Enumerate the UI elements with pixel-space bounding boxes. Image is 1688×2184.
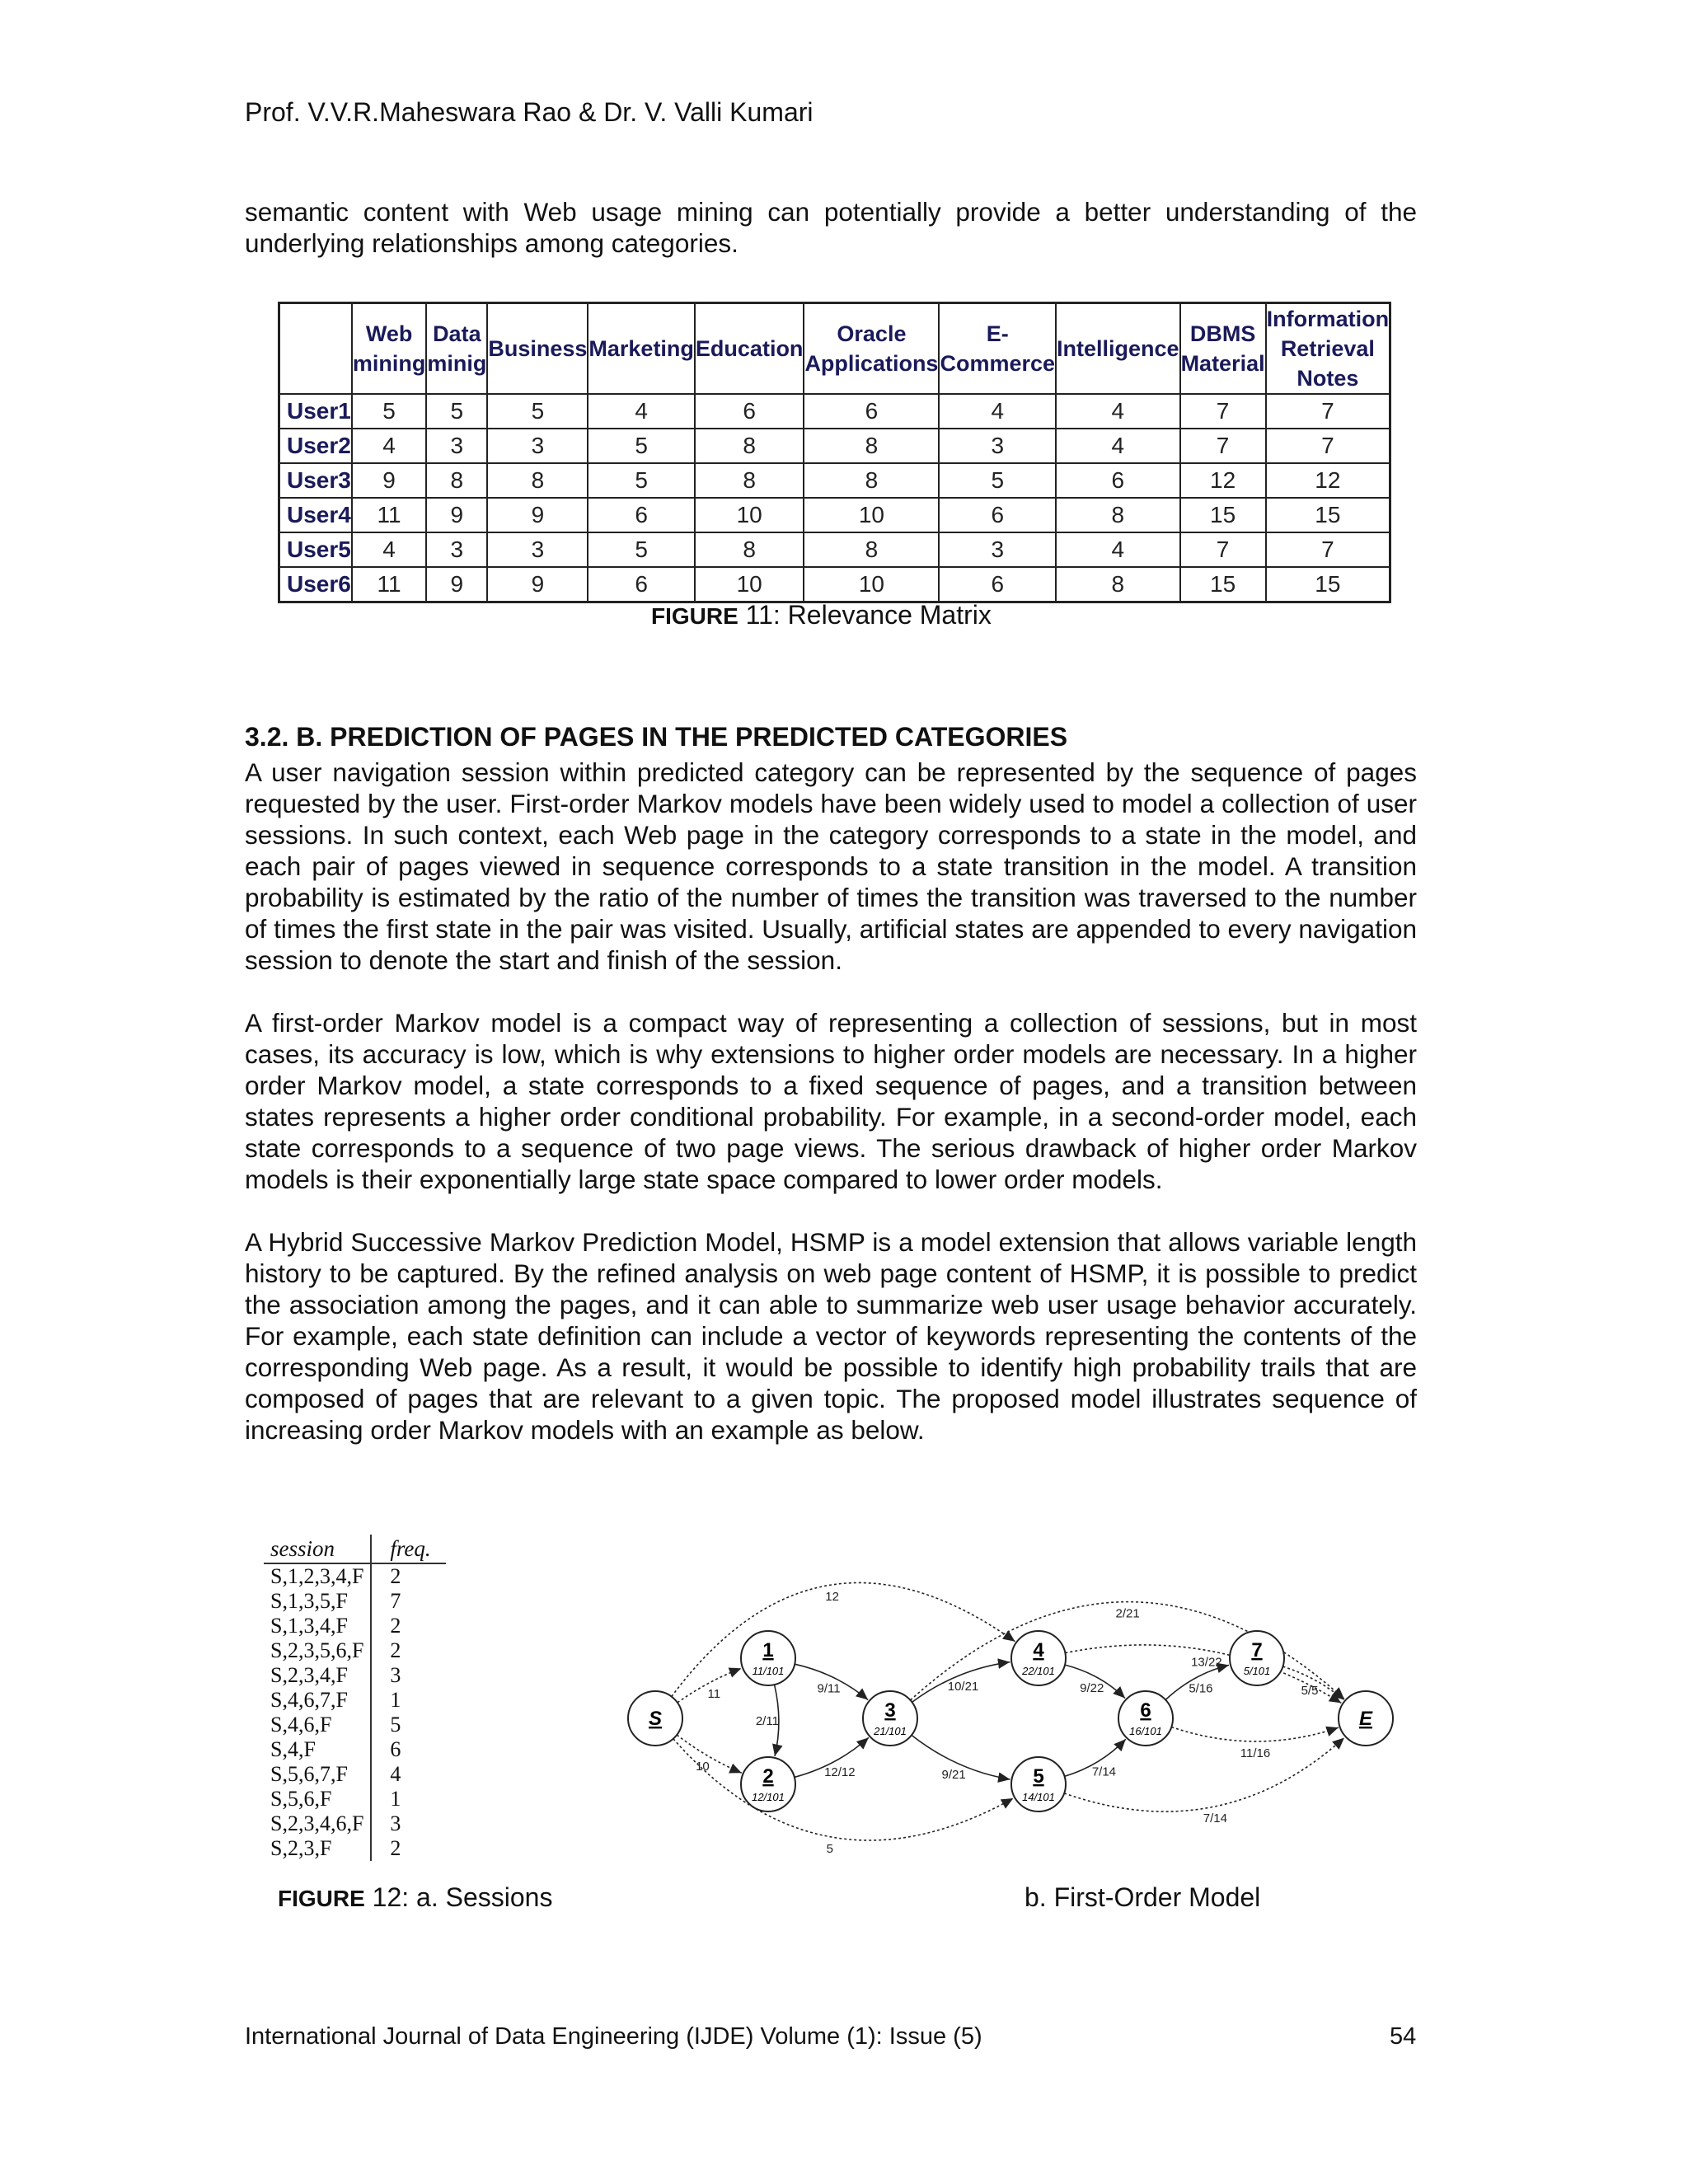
matrix-cell: 6: [588, 498, 695, 532]
state-count: 14/101: [1022, 1791, 1055, 1803]
session-sequence: S,5,6,F: [270, 1787, 332, 1811]
sessions-row: [264, 1614, 446, 1638]
matrix-row-header: User6: [279, 567, 352, 602]
matrix-cell: 15: [1266, 567, 1390, 602]
transition-label: 10/21: [947, 1680, 979, 1694]
session-sequence: S,4,F: [270, 1737, 316, 1761]
matrix-cell: 5: [588, 429, 695, 463]
matrix-col-header: Oracle Applications: [804, 303, 939, 395]
sessions-row: [264, 1811, 446, 1836]
matrix-cell: 3: [426, 532, 487, 567]
session-sequence: S,2,3,4,F: [270, 1663, 348, 1687]
paragraph-text: A user navigation session within predicted category can be represented by the sequence of pages requested by the user. First-order Markov models have been widely used to model a collection of user sessions. In such context, each Web page in the category corresponds to a state in the model, and each pair of pages viewed in sequence corresponds to a state transition in the model. A transition probability is estimated by the ratio of the number of times the transition was traversed to the number of times the first state in the pair was visited. Usually, artificial states are appended to every navigation session to denote the start and finish of the session.: [245, 757, 1417, 975]
matrix-row-header: User2: [279, 429, 352, 463]
sessions-row: [264, 1787, 446, 1811]
body-paragraph-2: [245, 1007, 1417, 1195]
state-name: 7: [1251, 1639, 1263, 1661]
transition-edge: [1171, 1727, 1339, 1741]
figure-11-label: FIGURE: [651, 603, 738, 629]
session-frequency: 4: [371, 1762, 446, 1787]
matrix-cell: 4: [1056, 429, 1180, 463]
matrix-row: [279, 498, 1390, 532]
state-count: 12/101: [752, 1791, 785, 1803]
sessions-col-freq: freq.: [371, 1535, 446, 1563]
figure-12-caption: [278, 1882, 552, 1913]
session-sequence: S,2,3,5,6,F: [270, 1638, 364, 1662]
matrix-cell: 3: [939, 429, 1056, 463]
matrix-cell: 4: [352, 532, 426, 567]
session-sequence: S,2,3,4,6,F: [270, 1811, 364, 1835]
transition-label: 12/12: [824, 1765, 856, 1779]
figure-12-number: 12:: [372, 1882, 410, 1912]
transition-label: 9/22: [1080, 1680, 1104, 1695]
session-sequence: S,1,3,4,F: [270, 1614, 348, 1638]
matrix-cell: 7: [1266, 394, 1390, 429]
matrix-cell: 8: [1056, 567, 1180, 602]
session-frequency: 5: [371, 1713, 446, 1737]
transition-label: 11: [707, 1686, 721, 1701]
matrix-col-header: [279, 303, 352, 395]
running-header: Prof. V.V.R.Maheswara Rao & Dr. V. Valli Kumari: [245, 97, 814, 127]
sessions-row: [264, 1563, 446, 1589]
intro-paragraph: [245, 196, 1417, 259]
matrix-cell: 11: [352, 498, 426, 532]
matrix-cell: 9: [426, 567, 487, 602]
matrix-cell: 5: [426, 394, 487, 429]
matrix-cell: 5: [588, 463, 695, 498]
figure-11-caption: [651, 600, 992, 630]
state-count: 11/101: [752, 1665, 785, 1677]
session-sequence: S,1,3,5,F: [270, 1589, 348, 1613]
matrix-cell: 6: [695, 394, 804, 429]
transition-label: 2/11: [755, 1714, 779, 1729]
matrix-cell: 8: [426, 463, 487, 498]
matrix-col-header: Intelligence: [1056, 303, 1180, 395]
figure-12a-caption: a. Sessions: [416, 1882, 553, 1912]
matrix-cell: 6: [939, 567, 1056, 602]
matrix-cell: 7: [1180, 394, 1266, 429]
matrix-cell: 9: [487, 498, 588, 532]
state-name: 1: [762, 1639, 774, 1661]
matrix-cell: 3: [487, 532, 588, 567]
matrix-cell: 15: [1180, 498, 1266, 532]
session-sequence: S,1,2,3,4,F: [270, 1564, 364, 1588]
intro-text: semantic content with Web usage mining can potentially provide a better understanding of the underlying relationships among categories.: [245, 197, 1417, 258]
session-frequency: 2: [371, 1638, 446, 1663]
matrix-cell: 5: [939, 463, 1056, 498]
matrix-cell: 3: [426, 429, 487, 463]
transition-label: 10: [696, 1759, 710, 1774]
matrix-cell: 7: [1180, 532, 1266, 567]
transition-label: 5/5: [1301, 1684, 1319, 1699]
matrix-cell: 9: [487, 567, 588, 602]
matrix-cell: 4: [1056, 532, 1180, 567]
matrix-header-row: [279, 303, 1390, 395]
matrix-cell: 7: [1180, 429, 1266, 463]
transition-label: 11/16: [1240, 1746, 1271, 1760]
transition-label: 7/14: [1203, 1811, 1228, 1826]
state-count: 21/101: [874, 1725, 907, 1737]
matrix-cell: 5: [352, 394, 426, 429]
state-count: 5/101: [1243, 1665, 1271, 1677]
session-sequence: S,2,3,F: [270, 1836, 332, 1860]
sessions-row: [264, 1589, 446, 1614]
relevance-matrix: [278, 302, 1391, 603]
matrix-cell: 4: [1056, 394, 1180, 429]
matrix-cell: 8: [804, 532, 939, 567]
matrix-cell: 9: [426, 498, 487, 532]
figure-12-label: FIGURE: [278, 1886, 365, 1911]
session-frequency: 1: [371, 1787, 446, 1811]
transition-label: 13/22: [1191, 1655, 1222, 1670]
matrix-cell: 6: [1056, 463, 1180, 498]
matrix-row-header: User1: [279, 394, 352, 429]
section-heading: 3.2. B. PREDICTION OF PAGES IN THE PREDICTED CATEGORIES: [245, 722, 1068, 752]
state-name: 4: [1033, 1639, 1044, 1661]
transition-label: 9/21: [941, 1767, 966, 1782]
state-name: 2: [762, 1765, 774, 1788]
matrix-cell: 8: [695, 463, 804, 498]
transition-label: 7/14: [1091, 1765, 1117, 1779]
matrix-cell: 10: [695, 498, 804, 532]
state-name: 3: [884, 1699, 896, 1722]
matrix-cell: 6: [804, 394, 939, 429]
matrix-cell: 5: [588, 532, 695, 567]
sessions-row: [264, 1688, 446, 1713]
session-frequency: 3: [371, 1811, 446, 1836]
session-frequency: 6: [371, 1737, 446, 1762]
matrix-cell: 8: [695, 532, 804, 567]
paragraph-text: A first-order Markov model is a compact way of representing a collection of sessions, but in most cases, its accuracy is low, which is why extensions to higher order models are necessary. In a higher order Markov model, a state corresponds to a fixed sequence of pages, and a transition between states represents a higher order conditional probability. For example, in a second-order model, each state corresponds to a sequence of two page views. The serious drawback of higher order Markov models is their exponentially large state space compared to lower order models.: [245, 1008, 1417, 1194]
matrix-cell: 8: [804, 429, 939, 463]
sessions-row: [264, 1638, 446, 1663]
matrix-cell: 4: [588, 394, 695, 429]
first-order-markov-diagram: [610, 1516, 1426, 1879]
matrix-cell: 8: [1056, 498, 1180, 532]
session-sequence: S,4,6,F: [270, 1713, 332, 1736]
matrix-cell: 4: [352, 429, 426, 463]
sessions-row: [264, 1737, 446, 1762]
state-count: 16/101: [1129, 1725, 1162, 1737]
matrix-row-header: User3: [279, 463, 352, 498]
matrix-cell: 7: [1266, 429, 1390, 463]
state-count: 22/101: [1022, 1665, 1055, 1677]
transition-edge: [673, 1739, 1014, 1840]
matrix-col-header: Education: [695, 303, 804, 395]
matrix-col-header: E-Commerce: [939, 303, 1056, 395]
figure-11-title: Relevance Matrix: [787, 600, 992, 630]
paragraph-text: A Hybrid Successive Markov Prediction Model, HSMP is a model extension that allows variable length history to be captured. By the refined analysis on web page content of HSMP, it is possible to predict the association among the pages, and it can able to summarize web user usage behavior accurately. For example, each state definition can include a vector of keywords representing the contents of the corresponding Web page. As a result, it would be possible to identify high probability trails that are composed of pages that are relevant to a given topic. The proposed model illustrates sequence of increasing order Markov models with an example as below.: [245, 1227, 1417, 1445]
matrix-cell: 3: [939, 532, 1056, 567]
matrix-col-header: Information Retrieval Notes: [1266, 303, 1390, 395]
matrix-cell: 12: [1266, 463, 1390, 498]
matrix-cell: 15: [1266, 498, 1390, 532]
matrix-cell: 8: [695, 429, 804, 463]
matrix-row-header: User5: [279, 532, 352, 567]
matrix-row: [279, 567, 1390, 602]
matrix-col-header: Marketing: [588, 303, 695, 395]
page-number: 54: [1390, 2023, 1417, 2050]
transition-label: 9/11: [817, 1681, 841, 1696]
matrix-cell: 10: [804, 567, 939, 602]
matrix-col-header: DBMS Material: [1180, 303, 1266, 395]
state-name: 6: [1140, 1699, 1151, 1722]
session-frequency: 2: [371, 1563, 446, 1589]
session-sequence: S,4,6,7,F: [270, 1688, 348, 1712]
matrix-row: [279, 394, 1390, 429]
transition-label: 12: [825, 1590, 839, 1605]
sessions-table: [264, 1535, 446, 1861]
matrix-row-header: User4: [279, 498, 352, 532]
session-frequency: 1: [371, 1688, 446, 1713]
matrix-cell: 6: [939, 498, 1056, 532]
matrix-cell: 9: [352, 463, 426, 498]
matrix-cell: 4: [939, 394, 1056, 429]
matrix-col-header: Data minig: [426, 303, 487, 395]
session-sequence: S,5,6,7,F: [270, 1762, 348, 1786]
matrix-cell: 7: [1266, 532, 1390, 567]
state-name: E: [1358, 1708, 1373, 1730]
matrix-cell: 10: [695, 567, 804, 602]
sessions-row: [264, 1836, 446, 1861]
session-frequency: 2: [371, 1614, 446, 1638]
matrix-cell: 3: [487, 429, 588, 463]
matrix-cell: 8: [804, 463, 939, 498]
sessions-row: [264, 1762, 446, 1787]
journal-footer: International Journal of Data Engineering (IJDE) Volume (1): Issue (5): [245, 2023, 982, 2050]
session-frequency: 2: [371, 1836, 446, 1861]
matrix-cell: 11: [352, 567, 426, 602]
transition-label: 5: [826, 1841, 833, 1856]
body-paragraph-3: [245, 1226, 1417, 1446]
matrix-col-header: Business: [487, 303, 588, 395]
matrix-cell: 15: [1180, 567, 1266, 602]
session-frequency: 3: [371, 1663, 446, 1688]
matrix-col-header: Web mining: [352, 303, 426, 395]
matrix-row: [279, 463, 1390, 498]
matrix-cell: 5: [487, 394, 588, 429]
figure-12b-caption: b. First-Order Model: [1025, 1882, 1261, 1912]
matrix-cell: 6: [588, 567, 695, 602]
state-name: 5: [1033, 1765, 1044, 1788]
matrix-cell: 10: [804, 498, 939, 532]
body-paragraph-1: [245, 757, 1417, 976]
transition-label: 2/21: [1115, 1606, 1140, 1621]
matrix-row: [279, 429, 1390, 463]
sessions-row: [264, 1663, 446, 1688]
session-frequency: 7: [371, 1589, 446, 1614]
transition-label: 5/16: [1189, 1681, 1213, 1696]
sessions-row: [264, 1713, 446, 1737]
sessions-col-session: session: [264, 1535, 371, 1563]
matrix-cell: 12: [1180, 463, 1266, 498]
matrix-row: [279, 532, 1390, 567]
figure-11-number: 11:: [745, 600, 781, 630]
state-name: S: [648, 1708, 663, 1730]
matrix-cell: 8: [487, 463, 588, 498]
